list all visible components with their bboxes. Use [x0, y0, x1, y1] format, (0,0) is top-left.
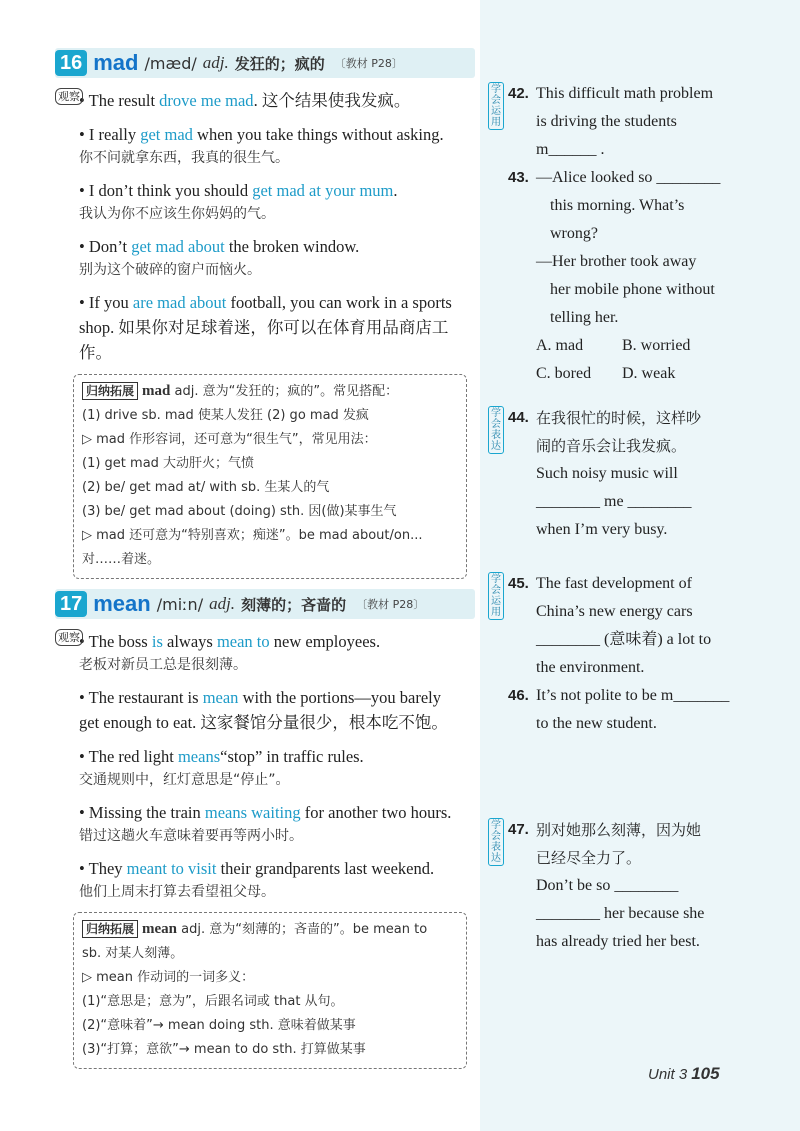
translation: 你不问就拿东西，我真的很生气。 — [79, 150, 289, 166]
question-43: 43. —Alice looked so ________ this morning. What’s wrong? —Her brother took away her mobile phone without telling her. A. mad B. worried C. bored D. weak — [488, 164, 788, 388]
chinese-meaning: 发狂的；疯的 — [234, 54, 325, 73]
highlight-phrase: get mad at your mum — [252, 181, 394, 200]
example: • The red light means“stop” in traffic rules. 交通规则中，红灯意思是“停止”。 — [55, 744, 475, 791]
translation: 老板对新员工总是很刻薄。 — [79, 657, 247, 673]
summary-tag: 归纳拓展 — [82, 920, 138, 938]
textbook-reference: 〔教材 P28〕 — [334, 57, 403, 70]
translation: 错过这趟火车意味着要再等两小时。 — [79, 828, 303, 844]
summary-box: 归纳拓展 mean adj. 意为“刻薄的；吝啬的”。be mean to sb. 对某人刻薄。 ▷ mean 作动词的一词多义： (1)“意思是；意为”，后跟名词或 that 从句。 (2)“意味着”→ mean doing sth. 意味着做某事 (3)“打算；意欲”→ mean to do sth. 打算做某事 — [73, 912, 467, 1069]
option: A. mad — [536, 337, 584, 354]
highlight-phrase: get mad — [140, 125, 193, 144]
page-footer — [648, 1064, 720, 1084]
highlight-phrase: are mad about — [132, 293, 227, 312]
highlight-phrase: get mad about — [131, 237, 225, 256]
option: C. bored — [536, 365, 592, 382]
option: B. worried — [622, 337, 691, 354]
observe-tag: 观察 — [55, 629, 83, 646]
practice-label: 学会运用 — [488, 82, 504, 130]
summary-box: 归纳拓展 mad adj. 意为“发狂的；疯的”。常见搭配： (1) drive sb. mad 使某人发狂 (2) go mad 发疯 ▷ mad 作形容词，还可意为“很生气”，常见用法： (1) get mad 大动肝火；气愤 (2) be/ get mad at/ with sb. 生某人的气 (3) be/ get mad about (doing) sth. 因(做)某事生气 ▷ mad 还可意为“特别喜欢；痴迷”。be mad about/on... 对……着迷。 — [73, 374, 467, 579]
exercise-column — [488, 80, 788, 956]
example: 观察 • The boss is always mean to new employees. 老板对新员工总是很刻薄。 — [55, 629, 475, 676]
example: • They meant to visit their grandparents last weekend. 他们上周末打算去看望祖父母。 — [55, 856, 475, 903]
highlight-phrase: drove me mad — [159, 91, 254, 110]
question-46: 46. It’s not polite to be m_______ to the new student. — [508, 687, 730, 732]
question-47: 学会表达 47. 别对她那么刻薄，因为她 已经尽全力了。 Don’t be so ________ ________ her because she has already tried her best. — [488, 816, 788, 956]
phonetic: /mæd/ — [144, 53, 197, 73]
practice-label: 学会表达 — [488, 406, 504, 454]
page-number: 105 — [691, 1064, 720, 1083]
summary-tag: 归纳拓展 — [82, 382, 138, 400]
unit-label: Unit 3 — [648, 1066, 688, 1083]
option: D. weak — [622, 365, 676, 382]
highlight-phrase: meant to visit — [126, 859, 217, 878]
question-42: 学会运用 42. This difficult math problem is driving the students m______ . — [488, 80, 788, 164]
practice-label: 学会表达 — [488, 818, 504, 866]
highlight-phrase: means — [177, 747, 221, 766]
highlight-phrase: mean to — [216, 632, 270, 651]
chinese-meaning: 刻薄的；吝啬的 — [241, 595, 347, 614]
question-44: 学会表达 44. 在我很忙的时候，这样吵 闹的音乐会让我发疯。 Such noisy music will ________ me ________ when I’m very busy. — [488, 404, 788, 544]
entry-17-header — [55, 589, 475, 619]
part-of-speech: adj. — [202, 53, 229, 72]
question-45: 学会运用 45. The fast development of China’s new energy cars ________ (意味着) a lot to the environment. — [488, 570, 788, 682]
phonetic: /miːn/ — [156, 594, 204, 614]
textbook-reference: 〔教材 P28〕 — [356, 598, 425, 611]
example: • I really get mad when you take things without asking. 你不问就拿东西，我真的很生气。 — [55, 122, 475, 169]
example: • I don’t think you should get mad at your mum. 我认为你不应该生你妈妈的气。 — [55, 178, 475, 225]
translation: 交通规则中，红灯意思是“停止”。 — [79, 772, 290, 788]
headword: mean — [93, 591, 151, 616]
vocabulary-column — [55, 48, 475, 1079]
translation: 他们上周末打算去看望祖父母。 — [79, 884, 275, 900]
headword: mad — [93, 50, 139, 75]
translation: 我认为你不应该生你妈妈的气。 — [79, 206, 275, 222]
entry-16-header — [55, 48, 475, 78]
translation: 别为这个破碎的窗户而恼火。 — [79, 262, 261, 278]
highlight-phrase: means waiting — [204, 803, 301, 822]
entry-number: 16 — [55, 50, 87, 76]
observe-tag: 观察 — [55, 88, 83, 105]
entry-number: 17 — [55, 591, 87, 617]
part-of-speech: adj. — [209, 594, 236, 613]
example: • Don’t get mad about the broken window. 别为这个破碎的窗户而恼火。 — [55, 234, 475, 281]
example: • Missing the train means waiting for another two hours. 错过这趟火车意味着要再等两小时。 — [55, 800, 475, 847]
answer-options — [536, 332, 788, 388]
highlight-phrase: mean — [202, 688, 239, 707]
practice-label: 学会运用 — [488, 572, 504, 620]
example: • If you are mad about football, you can work in a sports shop. 如果你对足球着迷，你可以在体育用品商店工作。 — [55, 290, 475, 365]
example: • The restaurant is mean with the portions—you barely get enough to eat. 这家餐馆分量很少，根本吃不饱。 — [55, 685, 475, 735]
example: 观察 • The result drove me mad. 这个结果使我发疯。 — [55, 88, 475, 113]
